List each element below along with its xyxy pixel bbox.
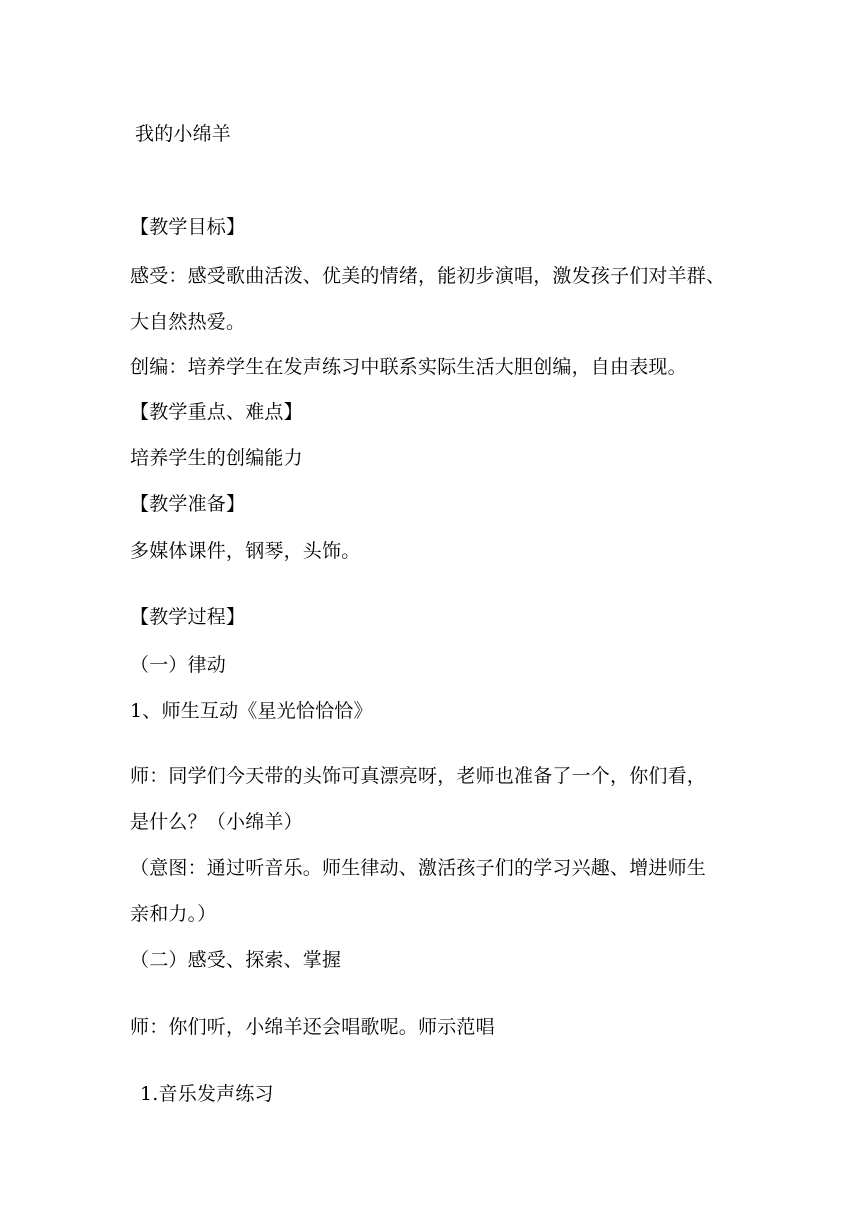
objectives-heading: 【教学目标】	[130, 216, 246, 238]
step-one: 1、师生互动《星光恰恰恰》	[130, 700, 373, 722]
section-two-heading: （二）感受、探索、掌握	[130, 949, 342, 971]
key-points-heading: 【教学重点、难点】	[130, 401, 303, 423]
objective-feel-line-2: 大自然热爱。	[130, 311, 246, 333]
preparation-heading: 【教学准备】	[130, 493, 246, 515]
intent-line-b: 亲和力。）	[130, 903, 217, 925]
objective-create: 创编：培养学生在发声练习中联系实际生活大胆创编，自由表现。	[130, 356, 687, 378]
teacher-line-2: 师：你们听，小绵羊还会唱歌呢。师示范唱	[130, 1016, 495, 1038]
step-two: 1.音乐发声练习	[140, 1083, 274, 1105]
document-title: 我的小绵羊	[135, 123, 232, 145]
process-heading: 【教学过程】	[130, 606, 246, 628]
teacher-line-1b: 是什么？（小绵羊）	[130, 811, 303, 833]
objective-feel-line-1: 感受：感受歌曲活泼、优美的情绪，能初步演唱，激发孩子们对羊群、	[130, 265, 726, 287]
section-one-heading: （一）律动	[130, 654, 227, 676]
key-points-text: 培养学生的创编能力	[130, 447, 303, 469]
preparation-text: 多媒体课件，钢琴，头饰。	[130, 540, 361, 562]
intent-line-a: （意图：通过听音乐。师生律动、激活孩子们的学习兴趣、增进师生	[130, 857, 707, 879]
teacher-line-1a: 师：同学们今天带的头饰可真漂亮呀，老师也准备了一个，你们看，	[130, 765, 707, 787]
